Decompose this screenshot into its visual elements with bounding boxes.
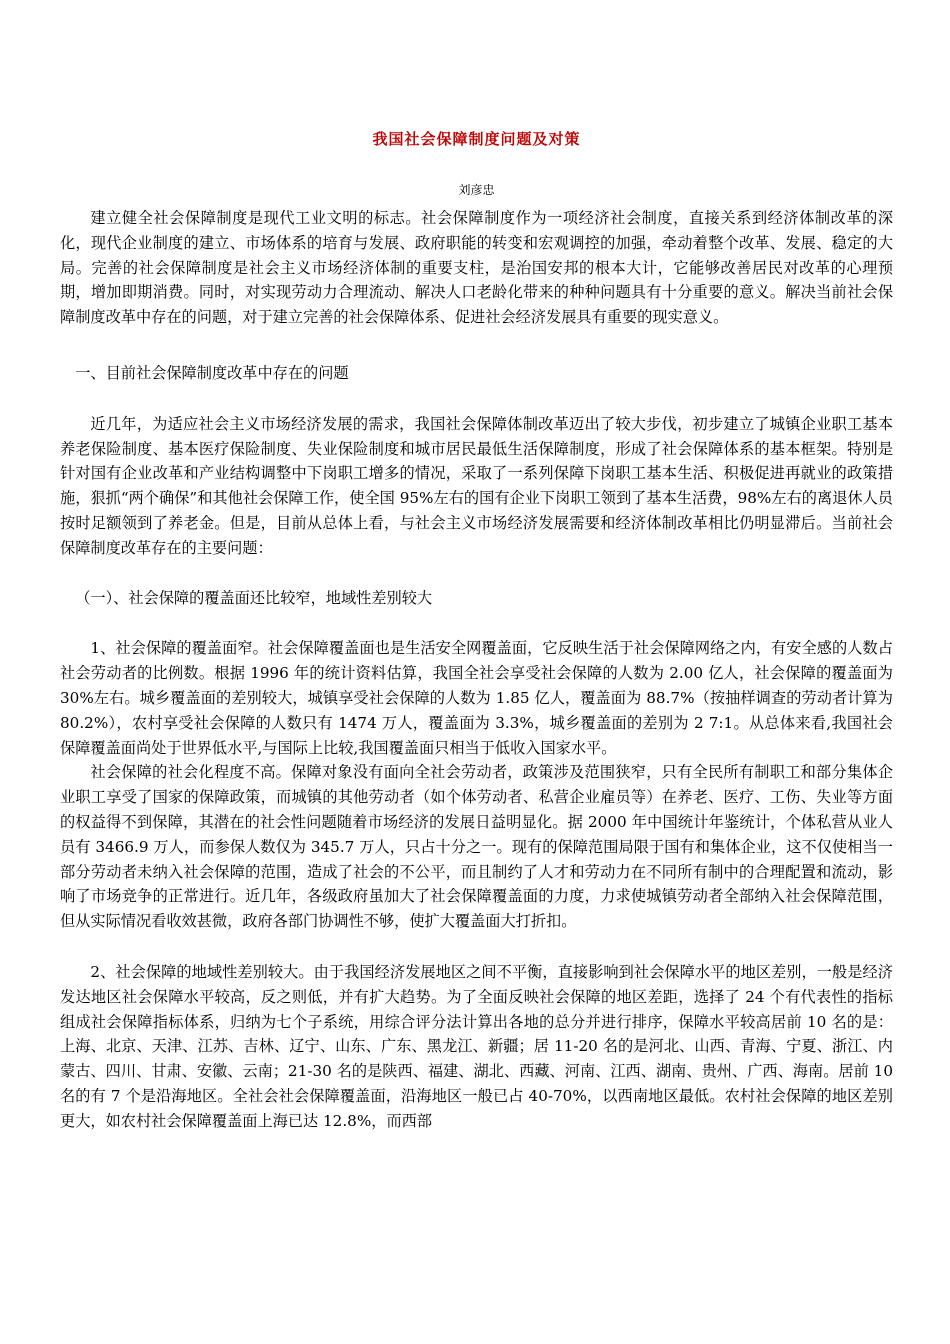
document-page: [60, 0, 893, 1134]
paragraph-coverage-narrow: 1、社会保障的覆盖面窄。社会保障覆盖面也是生活安全网覆盖面，它反映生活于社会保障网络之内，有安全感的人数占社会劳动者的比例数。根据 1996 年的统计资料估算，我国全社会享受社会保障的人数为 2.00 亿人，社会保障的覆盖面为 30%左右。城乡覆盖面的差别较大，城镇享受社会保障的人数为 1.85 亿人，覆盖面为 88.7%（按抽样调查的劳动者计算为 80.2%），农村享受社会保障的人数只有 1474 万人，覆盖面为 3.3%，城乡覆盖面的差别为 2 7:1。从总体来看,我国社会保障覆盖面尚处于世界低水平,与国际上比较,我国覆盖面只相当于低收入国家水平。: [60, 639, 893, 757]
section-heading-1: 一、目前社会保障制度改革中存在的问题: [75, 363, 349, 382]
document-title: 我国社会保障制度问题及对策: [372, 130, 581, 148]
subsection-heading-1: （一）、社会保障的覆盖面还比较窄，地域性差别较大: [75, 588, 433, 607]
document-author: 刘彦忠: [458, 183, 495, 197]
paragraph-intro: 建立健全社会保障制度是现代工业文明的标志。社会保障制度作为一项经济社会制度，直接关系到经济体制改革的深化，现代企业制度的建立、市场体系的培育与发展、政府职能的转变和宏观调控的加强，牵动着整个改革、发展、稳定的大局。完善的社会保障制度是社会主义市场经济体制的重要支柱，是治国安邦的根本大计，它能够改善居民对改革的心理预期，增加即期消费。同时，对实现劳动力合理流动、解决人口老龄化带来的种种问题具有十分重要的意义。解决当前社会保障制度改革中存在的问题，对于建立完善的社会保障体系、促进社会经济发展具有重要的现实意义。: [60, 209, 893, 327]
paragraph-overview: 近几年，为适应社会主义市场经济发展的需求，我国社会保障体制改革迈出了较大步伐，初步建立了城镇企业职工基本养老保险制度、基本医疗保险制度、失业保险制度和城市居民最低生活保障制度，形成了社会保障体系的基本框架。特别是针对国有企业改革和产业结构调整中下岗职工增多的情况，采取了一系列保障下岗职工基本生活、积极促进再就业的政策措施，狠抓“两个确保”和其他社会保障工作，使全国 95%左右的国有企业下岗职工领到了基本生活费，98%左右的离退休人员按时足额领到了养老金。但是，目前从总体上看，与社会主义市场经济发展需要和经济体制改革相比仍明显滞后。当前社会保障制度改革存在的主要问题：: [60, 414, 893, 557]
paragraph-regional-difference: 2、社会保障的地域性差别较大。由于我国经济发展地区之间不平衡，直接影响到社会保障水平的地区差别，一般是经济发达地区社会保障水平较高，反之则低，并有扩大趋势。为了全面反映社会保障的地区差距，选择了 24 个有代表性的指标组成社会保障指标体系，归纳为七个子系统，用综合评分法计算出各地的总分并进行排序，保障水平较高居前 10 名的是：上海、北京、天津、江苏、吉林、辽宁、山东、广东、黑龙江、新疆；居 11-20 名的是河北、山西、青海、宁夏、浙江、内蒙古、四川、甘肃、安徽、云南；21-30 名的是陕西、福建、湖北、西藏、河南、江西、湖南、贵州、广西、海南。居前 10 名的有 7 个是沿海地区。全社会社会保障覆盖面，沿海地区一般已占 40-70%，以西南地区最低。农村社会保障的地区差别更大，如农村社会保障覆盖面上海已达 12.8%，而西部: [60, 962, 893, 1130]
paragraph-socialization: 社会保障的社会化程度不高。保障对象没有面向全社会劳动者，政策涉及范围狭窄，只有全民所有制职工和部分集体企业职工享受了国家的保障政策，而城镇的其他劳动者（如个体劳动者、私营企业雇员等）在养老、医疗、工伤、失业等方面的权益得不到保障，其潜在的社会性问题随着市场经济的发展日益明显化。据 2000 年中国统计年鉴统计，个体私营从业人员有 3466.9 万人，而参保人数仅为 345.7 万人，只占十分之一。现有的保障范围局限于国有和集体企业，这不仅使相当一部分劳动者未纳入社会保障的范围，造成了社会的不公平，而且制约了人才和劳动力在不同所有制中的合理配置和流动，影响了市场竞争的正常进行。近几年，各级政府虽加大了社会保障覆盖面的力度，力求使城镇劳动者全部纳入社会保障范围，但从实际情况看收效甚微，政府各部门协调性不够，使扩大覆盖面大打折扣。: [60, 763, 893, 931]
